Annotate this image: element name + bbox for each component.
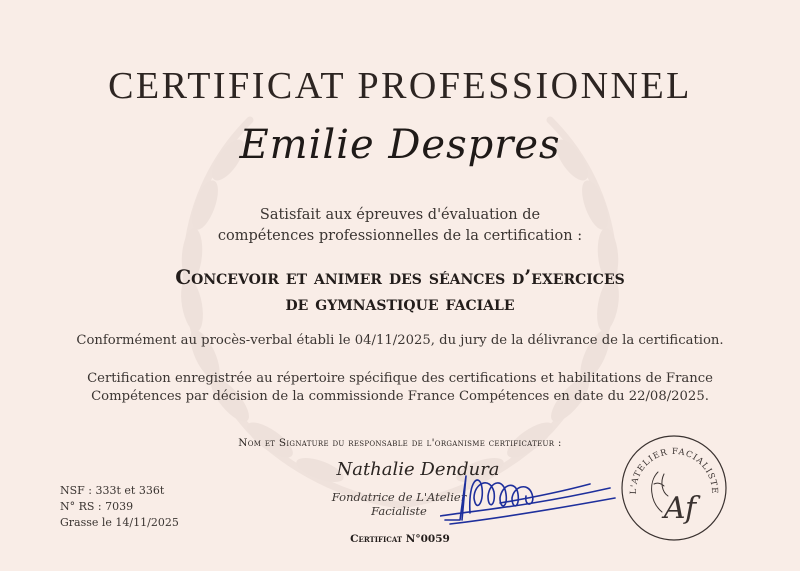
certificate-metadata: [60, 483, 179, 531]
recipient-name: Emilie Despres: [239, 122, 561, 168]
svg-text:Af: Af: [663, 491, 697, 526]
certification-skill-title: [0, 264, 800, 316]
intro-text: [0, 205, 800, 247]
certificate-number: Certificat N°0059: [350, 533, 450, 545]
jury-statement: Conformément au procès-verbal établi le 04/11/2025, du jury de la délivrance de la certification.: [76, 333, 724, 348]
registration-statement: [0, 370, 800, 406]
place-and-date: Grasse le 14/11/2025: [60, 516, 179, 529]
signatory-name: Nathalie Dendura: [336, 459, 500, 480]
atelier-facialiste-seal-logo: [618, 432, 730, 544]
skill-line-1: Concevoir et animer des séances d’exercices: [175, 265, 625, 289]
rs-number: N° RS : 7039: [60, 500, 134, 513]
intro-line-2: compétences professionnelles de la certification :: [217, 228, 583, 244]
certificate-title: CERTIFICAT PROFESSIONNEL: [108, 65, 692, 107]
nsf-code: NSF : 333t et 336t: [60, 484, 165, 497]
skill-line-2: de gymnastique faciale: [285, 291, 515, 315]
registration-line-2: Compétences par décision de la commissionde France Compétences en date du 22/08/2025.: [91, 389, 709, 404]
handwritten-signature: [440, 458, 620, 528]
signature-label: Nom et Signature du responsable de l'organisme certificateur :: [238, 437, 562, 449]
intro-line-1: Satisfait aux épreuves d'évaluation de: [259, 207, 541, 223]
registration-line-1: Certification enregistrée au répertoire spécifique des certifications et habilitations de France: [87, 371, 713, 386]
svg-text:L'ATELIER FACIALISTE: L'ATELIER FACIALISTE: [628, 446, 720, 495]
signatory-role: Fondatrice de L'Atelier Facialiste: [331, 490, 467, 518]
